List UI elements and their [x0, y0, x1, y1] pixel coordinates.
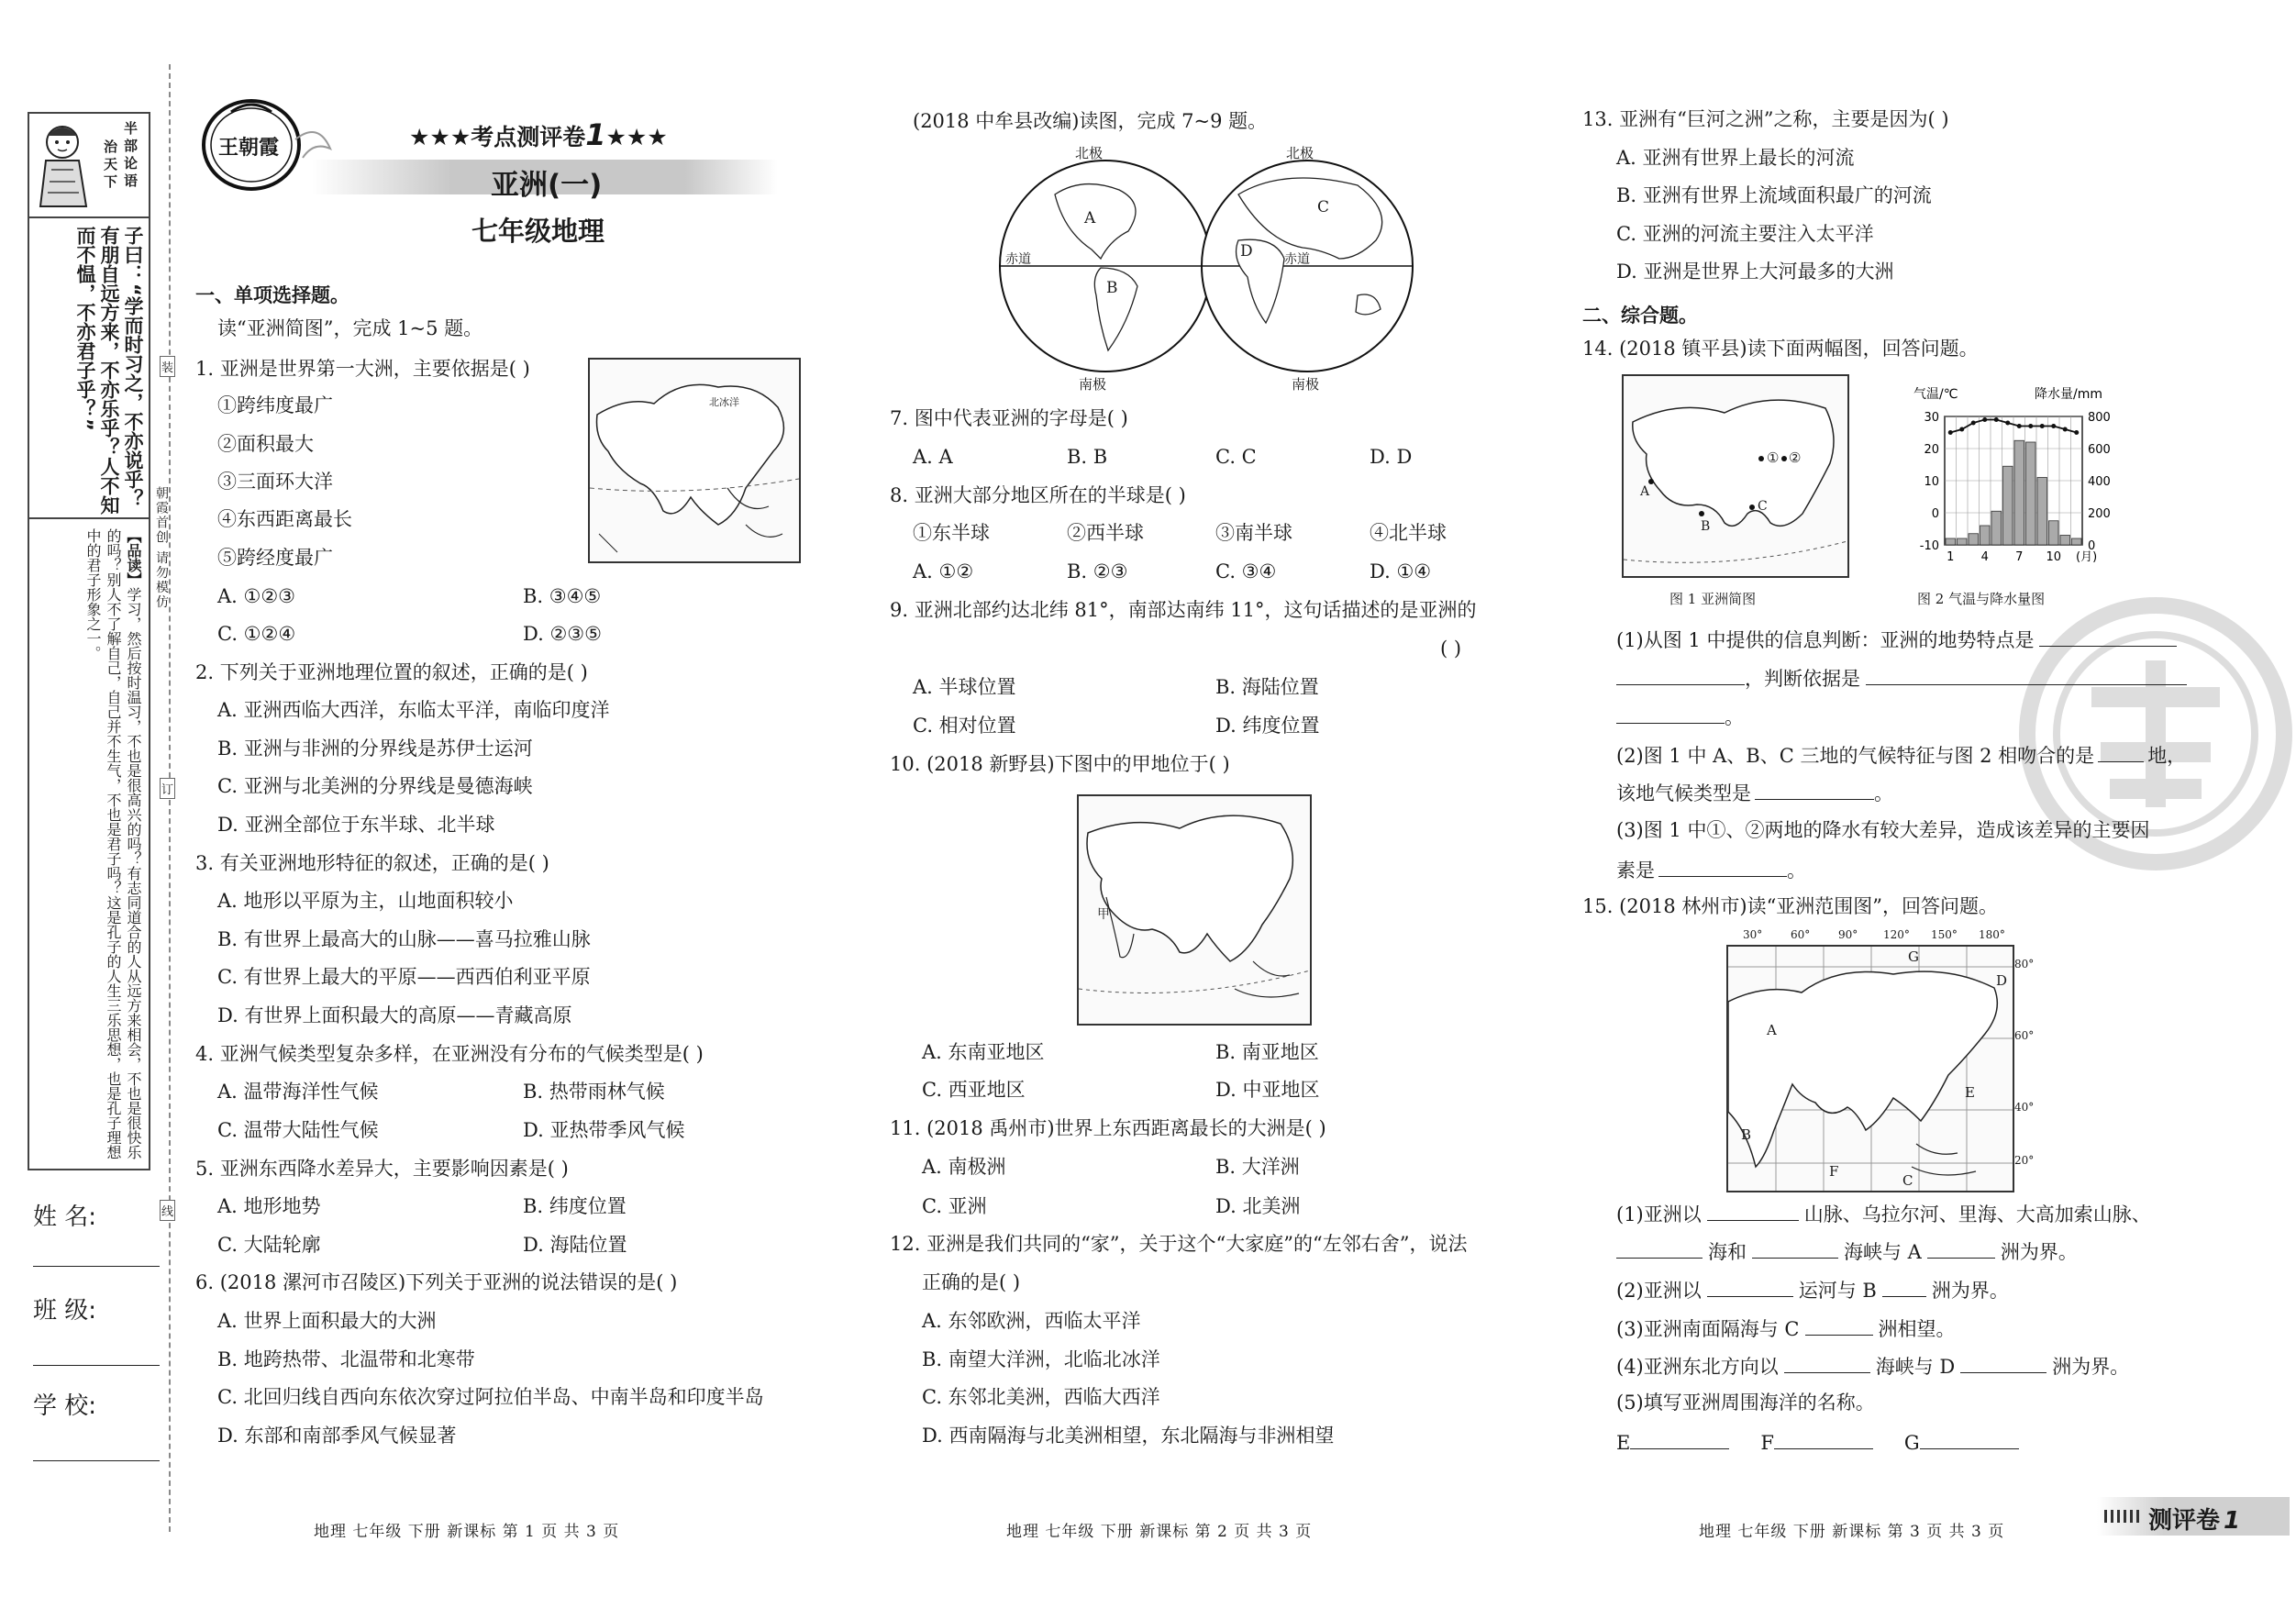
q6-option-c[interactable]: C. 北回归线自西向东依次穿过阿拉伯半岛、中南半岛和印度半岛: [217, 1386, 764, 1408]
class-field[interactable]: [33, 1292, 161, 1365]
hemisphere-map: [991, 139, 1422, 392]
q8-stem: 8. 亚洲大部分地区所在的半球是( ): [890, 484, 1186, 506]
q14-asia-map: [1622, 374, 1849, 578]
q14-part1-line2: [1616, 668, 2187, 689]
q15-p1a: (1)亚洲以: [1616, 1203, 1702, 1225]
q14-part3-line2: [1616, 859, 1806, 881]
climate-chart-svg: [1899, 378, 2128, 584]
cartoon-figure: [33, 119, 97, 211]
q13-option-b[interactable]: B. 亚洲有世界上流域面积最广的河流: [1616, 184, 1932, 206]
q15-letter-a: A: [1767, 1022, 1777, 1038]
pindu-body: 学习，然后按时温习，不也是很高兴的吗？有志同道合的人从远方来相会，不也是很快乐的吗？别人不了解自己，自己并不生气，不也是君子吗？这是孔子的人生三乐思想，也是孔子理想中的君子形象之一。: [84, 528, 142, 1159]
q14-part3-line1: (3)图 1 中①、②两地的降水有较大差异，造成该差异的主要因: [1616, 819, 2150, 841]
footer-badge-dots: [2104, 1510, 2141, 1523]
precip-bar: [1946, 538, 1956, 545]
q15-blank-g[interactable]: [1920, 1432, 2019, 1449]
q1-option-d[interactable]: D. ②③⑤: [523, 623, 602, 645]
temperature-point: [2005, 421, 2010, 426]
temperature-point: [1959, 427, 1964, 432]
globe-equator-right: 赤道: [1284, 252, 1310, 267]
q15-part2: [1616, 1280, 2009, 1301]
q15-lat-20: 20°: [2014, 1154, 2035, 1167]
name-label: 姓 名:: [33, 1203, 97, 1231]
q1-item-3: ③三面环大洋: [217, 471, 333, 493]
q14-fig1-caption: 图 1 亚洲简图: [1669, 591, 1757, 607]
q9-option-b[interactable]: B. 海陆位置: [1215, 676, 1319, 698]
map-label-arctic: 北冰洋: [709, 396, 739, 408]
footer-badge: [2097, 1497, 2290, 1536]
q13-option-a[interactable]: A. 亚洲有世界上最长的河流: [1616, 147, 1855, 169]
q14-p3-blank[interactable]: [1658, 859, 1787, 877]
sidebar-divider-2: [29, 517, 149, 519]
q7-option-a[interactable]: A. A: [913, 446, 953, 468]
pindu-label: 【品读】: [125, 528, 142, 587]
section-single-choice: 一、单项选择题。: [195, 284, 349, 306]
series-tail: ★★★: [605, 124, 668, 150]
q2-option-a[interactable]: A. 亚洲西临大西洋，东临太平洋，南临印度洋: [217, 699, 610, 721]
temperature-point: [2051, 424, 2056, 428]
precip-bar: [2003, 466, 2013, 545]
q14-p1-blank-3[interactable]: [1866, 668, 2187, 685]
q14-p1c: 。: [1725, 706, 1744, 728]
temperature-point: [2017, 424, 2022, 428]
q15-p4-blank-1[interactable]: [1784, 1356, 1870, 1373]
q10-option-b[interactable]: B. 南亚地区: [1215, 1041, 1319, 1063]
q15-part5: (5)填写亚洲周围海洋的名称。: [1616, 1392, 1875, 1414]
q1-item-5: ⑤跨经度最广: [217, 547, 333, 569]
analects-quote: 子曰：“学而时习之，不亦说乎？有朋自远方来，不亦乐乎？人不知而不愠，不亦君子乎？”: [74, 226, 144, 515]
q14-p1-blank-4[interactable]: [1616, 706, 1725, 724]
precip-bar: [2049, 521, 2059, 545]
series-number: 1: [585, 117, 606, 152]
q15-p4b: 海峡与 D: [1875, 1356, 1956, 1378]
q15-part5-blanks: [1616, 1432, 2019, 1453]
q4-stem: 4. 亚洲气候类型复杂多样，在亚洲没有分布的气候类型是( ): [195, 1043, 704, 1065]
precip-bar: [2014, 440, 2024, 545]
globe-equator-left: 赤道: [1005, 252, 1031, 267]
footer-badge-label: 测评卷: [2148, 1507, 2221, 1535]
chart-tick-x: 4: [1980, 550, 1989, 564]
chart-tick-left: 10: [1924, 475, 1939, 489]
banner-text-1: 半部论语: [122, 121, 139, 191]
q15-lat-40: 40°: [2014, 1101, 2035, 1114]
q10-option-a[interactable]: A. 东南亚地区: [922, 1041, 1045, 1063]
q14-fig2-caption: 图 2 气温与降水量图: [1917, 591, 2046, 607]
q2-option-b[interactable]: B. 亚洲与非洲的分界线是苏伊士运河: [217, 738, 533, 760]
q14-p2-blank-2[interactable]: [1755, 782, 1874, 800]
q15-blank-f[interactable]: [1774, 1432, 1873, 1449]
q15-p2-blank-2[interactable]: [1882, 1280, 1926, 1297]
precip-bar: [2060, 536, 2070, 546]
q4-option-d[interactable]: D. 亚热带季风气候: [523, 1119, 685, 1141]
q8-option-d[interactable]: D. ①④: [1370, 560, 1432, 582]
q5-option-c[interactable]: C. 大陆轮廓: [217, 1234, 321, 1256]
sidebar: [0, 0, 183, 1597]
q13-stem: 13. 亚洲有“巨河之洲”之称，主要是因为( ): [1582, 108, 1949, 130]
q14-part1-line1: [1616, 629, 2177, 650]
q7-stem: 7. 图中代表亚洲的字母是( ): [890, 407, 1128, 429]
q13-option-d[interactable]: D. 亚洲是世界上大河最多的大洲: [1616, 261, 1894, 283]
q7-9-intro: (2018 中牟县改编)读图，完成 7~9 题。: [913, 110, 1268, 132]
q15-blank-e[interactable]: [1630, 1432, 1729, 1449]
q10-map-label: 甲: [1097, 907, 1110, 922]
temperature-point: [2040, 424, 2045, 428]
q10-stem: 10. (2018 新野县)下图中的甲地位于( ): [890, 753, 1230, 775]
q15-p1e: 洲为界。: [2000, 1241, 2078, 1263]
q14-p2c: 该地气候类型是: [1616, 782, 1751, 804]
chart-tick-right: 800: [2088, 411, 2111, 425]
globe-letter-a: A: [1084, 209, 1096, 227]
q14-p2d: 。: [1874, 782, 1893, 804]
globe-north-left: 北极: [1075, 145, 1104, 161]
temperature-point: [2074, 430, 2079, 435]
q9-option-a[interactable]: A. 半球位置: [913, 676, 1016, 698]
q11-option-c[interactable]: C. 亚洲: [922, 1195, 987, 1217]
q14-p2a: (2)图 1 中 A、B、C 三地的气候特征与图 2 相吻合的是: [1616, 745, 2095, 767]
q15-lon-180: 180°: [1979, 928, 2005, 941]
school-field[interactable]: [33, 1387, 161, 1460]
q6-option-a[interactable]: A. 世界上面积最大的大洲: [217, 1310, 437, 1332]
q15-lon-90: 90°: [1838, 928, 1858, 941]
chart-tick-left: 30: [1924, 411, 1939, 425]
pindu-text: [83, 528, 143, 1161]
q15-p2b: 运河与 B: [1798, 1280, 1877, 1302]
q8-option-c[interactable]: C. ③④: [1215, 560, 1277, 582]
q15-p4a: (4)亚洲东北方向以: [1616, 1356, 1779, 1378]
chart-tick-x: 10: [2046, 550, 2062, 564]
chart-tick-right: 600: [2088, 443, 2111, 457]
q12-stem: 12. 亚洲是我们共同的“家”，关于这个“大家庭”的“左邻右舍”，说法: [890, 1233, 1468, 1255]
footer-page-1: 地理 七年级 下册 新课标 第 1 页 共 3 页: [314, 1523, 620, 1541]
q11-stem: 11. (2018 禹州市)世界上东西距离最长的大洲是( ): [890, 1117, 1326, 1139]
sidebar-box: [28, 112, 150, 1170]
q10-option-d[interactable]: D. 中亚地区: [1215, 1079, 1320, 1101]
q15-p2-blank-1[interactable]: [1707, 1280, 1793, 1297]
q9-option-c[interactable]: C. 相对位置: [913, 715, 1016, 737]
q1-item-2: ②面积最大: [217, 433, 314, 455]
q11-option-d[interactable]: D. 北美洲: [1215, 1195, 1301, 1217]
name-field[interactable]: [33, 1198, 161, 1271]
chart-tick-right: 400: [2088, 475, 2111, 489]
q15-p1b: 山脉、乌拉尔河、里海、大高加索山脉、: [1803, 1203, 2151, 1225]
temperature-point: [1971, 421, 1976, 426]
q11-option-a[interactable]: A. 南极洲: [922, 1156, 1006, 1178]
precip-bar: [1991, 511, 2002, 545]
chart-tick-right: 200: [2088, 507, 2111, 521]
q5-option-b[interactable]: B. 纬度位置: [523, 1195, 627, 1217]
q6-stem: 6. (2018 漯河市召陵区)下列关于亚洲的说法错误的是( ): [195, 1271, 678, 1293]
globe-south-right: 南极: [1292, 376, 1320, 393]
q7-option-b[interactable]: B. B: [1067, 446, 1108, 468]
q14-map-label-c: C: [1758, 499, 1768, 514]
q6-option-b[interactable]: B. 地跨热带、北温带和北寒带: [217, 1348, 475, 1370]
chart-ylabel-right: 降水量/mm: [2035, 387, 2102, 402]
q15-label-e: E: [1616, 1432, 1631, 1454]
q3-option-a[interactable]: A. 地形以平原为主，山地面积较小: [217, 890, 514, 912]
q15-p4-blank-2[interactable]: [1960, 1356, 2046, 1373]
page-subtitle: 七年级地理: [471, 216, 605, 247]
q14-part2-line2: [1616, 782, 1893, 804]
q5-option-a[interactable]: A. 地形地势: [217, 1195, 321, 1217]
q14-map-label-b: B: [1701, 519, 1711, 534]
precip-bar: [1958, 538, 1968, 545]
chart-tick-right: 0: [2088, 539, 2096, 553]
q15-p4c: 洲为界。: [2052, 1356, 2130, 1378]
q15-p3-blank[interactable]: [1805, 1318, 1873, 1336]
q7-option-c[interactable]: C. C: [1215, 446, 1257, 468]
q15-p1-blank-4[interactable]: [1927, 1241, 1995, 1259]
q14-map-label-2: ②: [1789, 449, 1802, 466]
q9-paren: ( ): [1440, 638, 1462, 660]
chart-tick-x: 7: [2015, 550, 2024, 564]
q15-p2c: 洲为界。: [1931, 1280, 2009, 1302]
footer-badge-number: 1: [2224, 1507, 2241, 1535]
q15-lon-60: 60°: [1791, 928, 1811, 941]
q15-letter-b: B: [1741, 1126, 1752, 1143]
school-label: 学 校:: [33, 1392, 97, 1420]
q14-part1-line3: [1616, 706, 1744, 727]
precip-bar: [1969, 534, 1979, 545]
q15-letter-c: C: [1902, 1172, 1913, 1189]
q1-item-4: ④东西距离最长: [217, 508, 352, 530]
q14-stem: 14. (2018 镇平县)读下面两幅图，回答问题。: [1582, 338, 1979, 360]
q14-p3b: 素是: [1616, 859, 1655, 882]
q4-option-a[interactable]: A. 温带海洋性气候: [217, 1081, 379, 1103]
q12-stem-2: 正确的是( ): [922, 1271, 1021, 1293]
q5-stem: 5. 亚洲东西降水差异大，主要影响因素是( ): [195, 1158, 569, 1180]
q12-option-b[interactable]: B. 南望大洋洲，北临北冰洋: [922, 1348, 1160, 1370]
sidebar-divider: [29, 216, 149, 218]
series-title: [409, 117, 668, 152]
precip-bar: [1980, 526, 1991, 545]
q9-stem: 9. 亚洲北部约达北纬 81°，南部达南纬 11°，这句话描述的是亚洲的: [890, 599, 1477, 621]
precip-bar: [2026, 442, 2036, 545]
globe-letter-b: B: [1106, 279, 1118, 297]
q1-item-1: ①跨纬度最广: [217, 394, 333, 416]
publisher-note: 朝霞首创 请勿模仿: [154, 486, 169, 610]
q15-lat-60: 60°: [2014, 1029, 2035, 1042]
q15-letter-d: D: [1996, 972, 2008, 989]
temperature-point: [1982, 417, 1987, 422]
q15-p3b: 洲相望。: [1878, 1318, 1956, 1340]
q11-option-b[interactable]: B. 大洋洲: [1215, 1156, 1300, 1178]
precip-bar: [2037, 478, 2047, 546]
q12-option-d[interactable]: D. 西南隔海与北美洲相望，东北隔海与非洲相望: [922, 1425, 1335, 1447]
series-label: ★★★考点测评卷: [409, 124, 586, 150]
q2-stem: 2. 下列关于亚洲地理位置的叙述，正确的是( ): [195, 661, 588, 683]
q15-p1d: 海峡与 A: [1844, 1241, 1922, 1263]
chart-tick-x: 1: [1947, 550, 1955, 564]
chart-tick-left: -10: [1919, 539, 1939, 553]
temperature-point: [1948, 430, 1953, 435]
q15-part3: [1616, 1318, 1956, 1339]
q8-item-4: ④北半球: [1370, 522, 1447, 544]
q8-option-b[interactable]: B. ②③: [1067, 560, 1128, 582]
q14-p3c: 。: [1787, 859, 1806, 882]
q15-part1-line2: [1616, 1241, 2078, 1262]
margin-mark-2: 订: [160, 778, 175, 799]
q15-p1-blank-2[interactable]: [1616, 1241, 1703, 1259]
q15-part1-line1: [1616, 1203, 2151, 1225]
q14-map-label-1: ①: [1767, 449, 1780, 466]
q14-p2-blank-1[interactable]: [2098, 745, 2144, 762]
q1-text: 1. 亚洲是世界第一大洲，主要依据是( ): [195, 358, 530, 380]
q8-item-1: ①东半球: [913, 522, 990, 544]
q13-option-c[interactable]: C. 亚洲的河流主要注入太平洋: [1616, 223, 1874, 245]
q1-option-b[interactable]: B. ③④⑤: [523, 585, 602, 607]
q9-option-d[interactable]: D. 纬度位置: [1215, 715, 1320, 737]
q15-asia-range-map: [1715, 928, 2046, 1191]
q1-asia-map: [588, 358, 801, 563]
q12-option-a[interactable]: A. 东邻欧洲，西临太平洋: [922, 1310, 1141, 1332]
footer-page-3: 地理 七年级 下册 新课标 第 3 页 共 3 页: [1699, 1523, 2005, 1541]
globe-south-left: 南极: [1079, 376, 1107, 393]
chart-tick-left: 0: [1931, 507, 1939, 521]
q14-part2-line1: [1616, 745, 2186, 766]
margin-mark-1: 装: [160, 356, 175, 377]
q1-option-c[interactable]: C. ①②④: [217, 623, 296, 645]
globe-letter-d: D: [1240, 242, 1253, 261]
footer-page-2: 地理 七年级 下册 新课标 第 2 页 共 3 页: [1006, 1523, 1313, 1541]
q2-option-c[interactable]: C. 亚洲与北美洲的分界线是曼德海峡: [217, 775, 533, 797]
q15-label-f: F: [1760, 1432, 1774, 1454]
q14-p1-blank-1[interactable]: [2039, 629, 2177, 647]
q15-p1-blank-3[interactable]: [1752, 1241, 1838, 1259]
climate-chart: [1899, 378, 2128, 584]
q15-p1c: 海和: [1708, 1241, 1747, 1263]
q10-option-c[interactable]: C. 西亚地区: [922, 1079, 1026, 1101]
q3-option-c[interactable]: C. 有世界上最大的平原——西西伯利亚平原: [217, 966, 591, 988]
q15-p2a: (2)亚洲以: [1616, 1280, 1702, 1302]
q15-lon-120: 120°: [1883, 928, 1910, 941]
q1-5-intro: 读“亚洲简图”，完成 1~5 题。: [217, 317, 483, 339]
q15-label-g: G: [1903, 1432, 1920, 1454]
q1-option-a[interactable]: A. ①②③: [217, 585, 295, 607]
q15-letter-e: E: [1965, 1084, 1975, 1101]
footer-badge-text: [2148, 1502, 2240, 1536]
q14-p1-blank-2[interactable]: [1616, 668, 1745, 685]
banner-text-2: 治天下: [102, 139, 118, 192]
chart-tick-left: 20: [1924, 443, 1939, 457]
q14-map-label-a: A: [1640, 484, 1650, 499]
globe-letter-c: C: [1317, 198, 1330, 216]
q3-option-d[interactable]: D. 有世界上面积最大的高原——青藏高原: [217, 1004, 572, 1026]
q10-map: [1077, 794, 1312, 1026]
q15-letter-f: F: [1829, 1163, 1839, 1180]
chart-xlabel: (月): [2076, 550, 2098, 564]
section-comprehensive: 二、综合题。: [1582, 305, 1698, 327]
q15-lon-150: 150°: [1931, 928, 1958, 941]
q4-option-b[interactable]: B. 热带雨林气候: [523, 1081, 665, 1103]
q5-option-d[interactable]: D. 海陆位置: [523, 1234, 627, 1256]
q15-lat-80: 80°: [2014, 958, 2035, 970]
q15-p1-blank-1[interactable]: [1707, 1203, 1799, 1221]
q3-stem: 3. 有关亚洲地形特征的叙述，正确的是( ): [195, 852, 549, 874]
q15-part4: [1616, 1356, 2129, 1377]
q15-p3a: (3)亚洲南面隔海与 C: [1616, 1318, 1800, 1340]
q6-option-d[interactable]: D. 东部和南部季风气候显著: [217, 1425, 457, 1447]
q2-option-d[interactable]: D. 亚洲全部位于东半球、北半球: [217, 814, 495, 836]
q14-p1a: (1)从图 1 中提供的信息判断：亚洲的地势特点是: [1616, 629, 2035, 651]
chart-ylabel-left: 气温/℃: [1913, 387, 1958, 402]
q1-stem: [195, 360, 530, 379]
q4-option-c[interactable]: C. 温带大陆性气候: [217, 1119, 379, 1141]
q8-option-a[interactable]: A. ①②: [913, 560, 974, 582]
q15-letter-g: G: [1908, 948, 1919, 965]
temperature-point: [1994, 417, 1999, 422]
q8-item-3: ③南半球: [1215, 522, 1292, 544]
q15-lon-30: 30°: [1743, 928, 1763, 941]
class-label: 班 级:: [33, 1297, 97, 1325]
page-title: 亚洲(一): [491, 169, 603, 202]
q12-option-c[interactable]: C. 东邻北美洲，西临大西洋: [922, 1386, 1160, 1408]
q3-option-b[interactable]: B. 有世界上最高大的山脉——喜马拉雅山脉: [217, 928, 591, 950]
q15-map-frame: [1726, 945, 2014, 1192]
margin-mark-3: 线: [160, 1200, 175, 1221]
q8-item-2: ②西半球: [1067, 522, 1144, 544]
globe-north-right: 北极: [1286, 145, 1314, 161]
q14-p1b: ，判断依据是: [1745, 668, 1860, 690]
q7-option-d[interactable]: D. D: [1370, 446, 1413, 468]
q14-p2b: 地，: [2147, 745, 2187, 767]
q15-stem: 15. (2018 林州市)读“亚洲范围图”，回答问题。: [1582, 895, 1999, 917]
logo-text: 王朝霞: [218, 137, 280, 160]
temperature-point: [2028, 424, 2033, 428]
temperature-point: [2063, 427, 2068, 432]
precip-bar: [2072, 538, 2082, 545]
